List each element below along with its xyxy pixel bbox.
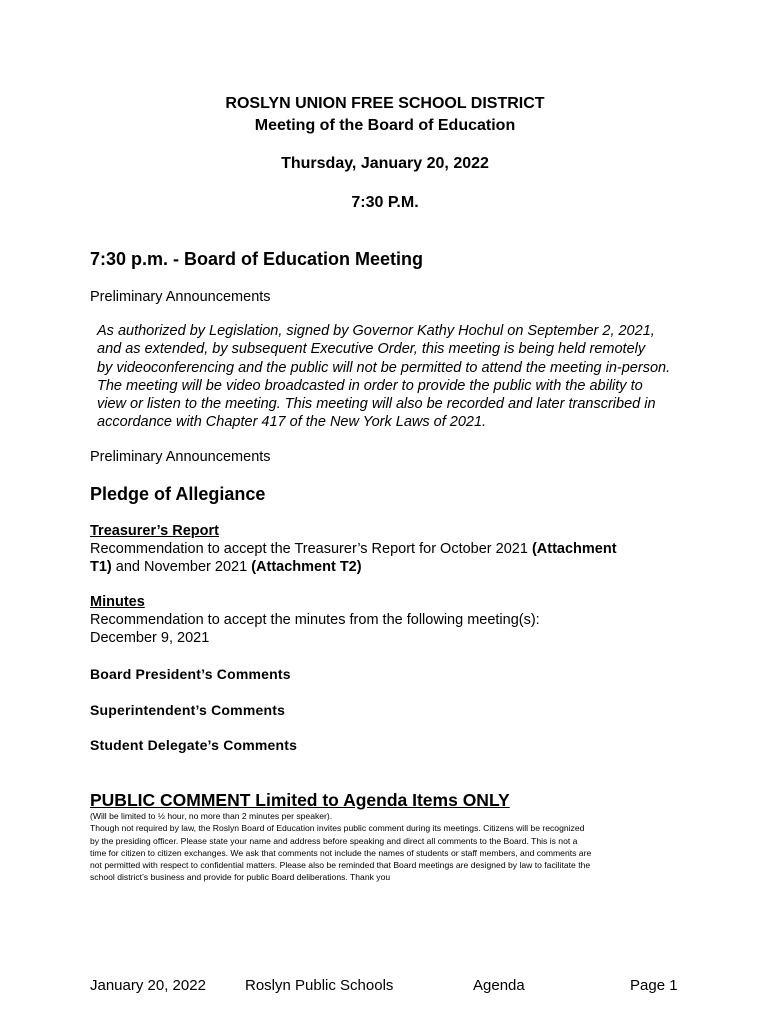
public-comment-line: not permitted with respect to confidential matters. Please also be reminded that Board meetings are designed by law to facilitate the xyxy=(90,860,591,871)
student-delegate-comments: Student Delegate’s Comments xyxy=(90,737,298,753)
authorization-line: accordance with Chapter 417 of the New York Laws of 2021. xyxy=(97,414,487,431)
authorization-paragraph xyxy=(97,322,681,432)
footer-document-type: Agenda xyxy=(473,977,525,994)
public-comment-line: Though not required by law, the Roslyn Board of Education invites public comment during its meetings. Citizens will be recognized xyxy=(90,823,585,834)
public-comment-text xyxy=(90,810,682,884)
footer-page-number: Page 1 xyxy=(630,977,678,994)
public-comment-line: by the presiding officer. Please state your name and address before speaking and direct all comments to the Board. This is not a xyxy=(90,835,578,846)
public-comment-heading: PUBLIC COMMENT Limited to Agenda Items ONLY xyxy=(90,790,510,810)
minutes-line-2: December 9, 2021 xyxy=(90,630,210,646)
treasurer-text-2: and November 2021 xyxy=(111,559,252,575)
footer-date: January 20, 2022 xyxy=(90,977,206,994)
minutes-heading: Minutes xyxy=(90,594,145,610)
authorization-line: by videoconferencing and the public will not be permitted to attend the meeting in-person. xyxy=(97,359,671,376)
authorization-line: view or listen to the meeting. This meeting will also be recorded and later transcribed in xyxy=(97,396,656,413)
preliminary-announcements-2: Preliminary Announcements xyxy=(90,449,271,465)
public-comment-line: (Will be limited to ½ hour, no more than 2 minutes per speaker). xyxy=(90,811,333,821)
meeting-date: Thursday, January 20, 2022 xyxy=(281,155,489,172)
treasurer-report-heading: Treasurer’s Report xyxy=(90,523,219,539)
superintendent-comments: Superintendent’s Comments xyxy=(90,702,286,718)
board-president-comments: Board President’s Comments xyxy=(90,666,291,682)
attachment-t1-id: T1) xyxy=(90,559,112,575)
meeting-time: 7:30 P.M. xyxy=(351,194,419,211)
treasurer-report-line-2 xyxy=(90,558,690,576)
public-comment-line: time for citizen to citizen exchanges. We ask that comments not include the names of students or staff members, and comments are xyxy=(90,847,592,858)
attachment-t1-label: (Attachment xyxy=(531,541,617,557)
authorization-line: As authorized by Legislation, signed by Governor Kathy Hochul on September 2, 2021, xyxy=(97,323,655,339)
public-comment-line: school district’s business and provide for public Board deliberations. Thank you xyxy=(90,872,391,883)
meeting-title: Meeting of the Board of Education xyxy=(254,117,516,134)
footer-organization: Roslyn Public Schools xyxy=(245,977,394,994)
attachment-t2-label: (Attachment T2) xyxy=(251,559,362,575)
preliminary-announcements-1: Preliminary Announcements xyxy=(90,289,271,305)
treasurer-text: Recommendation to accept the Treasurer’s Report for October 2021 xyxy=(90,541,532,557)
authorization-line: The meeting will be video broadcasted in order to provide the public with the ability to xyxy=(97,377,643,394)
treasurer-report-line-1 xyxy=(90,540,690,558)
pledge-heading: Pledge of Allegiance xyxy=(90,484,266,504)
district-title: ROSLYN UNION FREE SCHOOL DISTRICT xyxy=(225,95,545,112)
minutes-line-1: Recommendation to accept the minutes from the following meeting(s): xyxy=(90,612,540,628)
authorization-line: and as extended, by subsequent Executive Order, this meeting is being held remotely xyxy=(97,341,646,358)
meeting-heading: 7:30 p.m. - Board of Education Meeting xyxy=(90,249,424,269)
